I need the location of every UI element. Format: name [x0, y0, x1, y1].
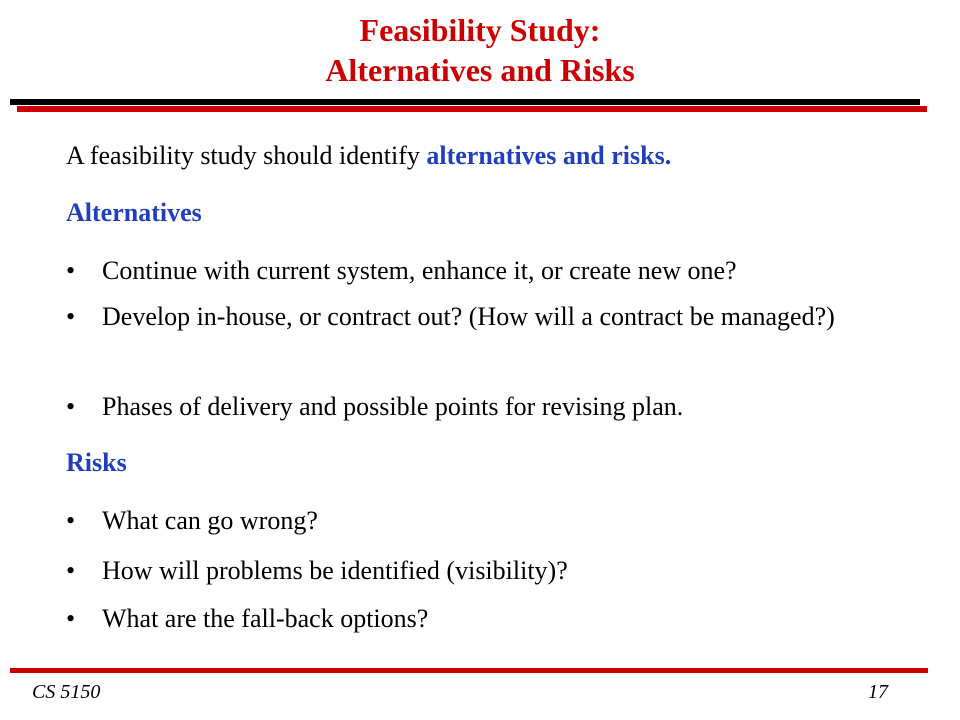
footer-divider [10, 668, 928, 673]
risks-item [66, 554, 896, 587]
alternatives-item-text: Continue with current system, enhance it, or create new one? [102, 256, 737, 285]
slide-title-line-1: Feasibility Study: [359, 12, 601, 48]
alternatives-heading: Alternatives [66, 198, 202, 227]
alternatives-item [66, 254, 896, 287]
footer-course: CS 5150 [32, 681, 101, 703]
footer-page-number: 17 [868, 681, 888, 703]
risks-item-text: What are the fall-back options? [102, 604, 429, 633]
risks-item-text: What can go wrong? [102, 506, 318, 535]
alternatives-item-text: Develop in-house, or contract out? (How will a contract be managed?) [102, 302, 835, 331]
bullet-icon: • [66, 392, 76, 421]
title-divider [10, 99, 920, 105]
risks-item-text: How will problems be identified (visibility)? [102, 556, 568, 585]
risks-heading: Risks [66, 448, 127, 477]
alternatives-item [66, 300, 896, 333]
alternatives-item [66, 390, 896, 423]
slide-title [0, 10, 960, 90]
intro-emphasis: alternatives and risks. [426, 141, 672, 170]
bullet-icon: • [66, 302, 76, 331]
bullet-icon: • [66, 556, 76, 585]
risks-item [66, 504, 896, 537]
risks-item [66, 602, 896, 635]
alternatives-item-text: Phases of delivery and possible points for revising plan. [102, 392, 684, 421]
bullet-icon: • [66, 256, 76, 285]
bullet-icon: • [66, 506, 76, 535]
intro-sentence [66, 139, 926, 172]
slide-title-line-2: Alternatives and Risks [325, 52, 635, 88]
bullet-icon: • [66, 604, 76, 633]
intro-text: A feasibility study should identify [66, 141, 427, 170]
